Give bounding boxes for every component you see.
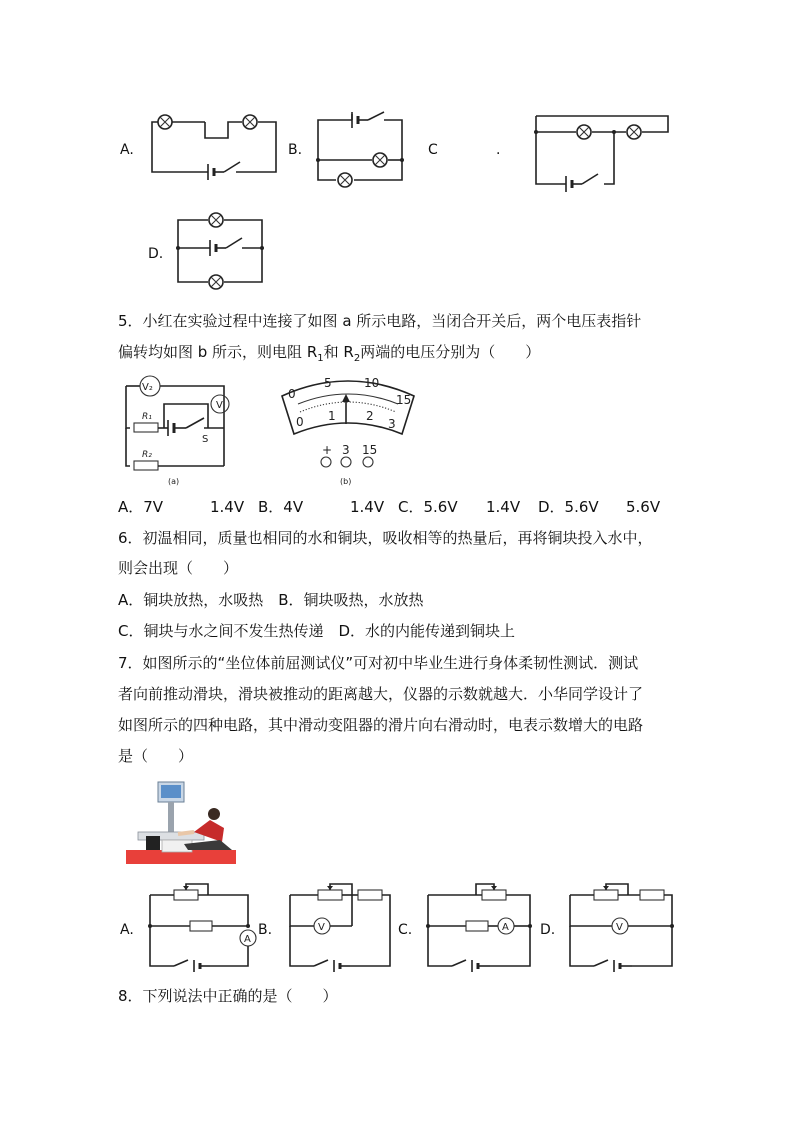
svg-text:V: V — [318, 922, 325, 933]
q8-stem-line-1: 8．下列说法中正确的是（ ） — [118, 987, 338, 1005]
q4-option-b-label: B. — [288, 142, 303, 158]
svg-text:V₂: V₂ — [142, 382, 153, 393]
q4-circuit-d — [176, 210, 266, 288]
q5-option-c-value: 1.4V — [486, 498, 521, 516]
q6-stem-line-2: 则会出现（ ） — [118, 559, 239, 577]
q6-stem-line-1: 6．初温相同，质量也相同的水和铜块，吸收相等的热量后，再将铜块投入水中， — [118, 529, 653, 547]
svg-text:+: + — [322, 443, 333, 457]
svg-text:15: 15 — [362, 443, 378, 457]
q5-option-a: A．7V — [118, 498, 164, 516]
q4-circuit-c — [534, 112, 674, 188]
q7-circuit-c — [426, 880, 534, 970]
q5-figure-a-circuit — [120, 372, 232, 488]
q6-options-ab: A．铜块放热，水吸热 B．铜块吸热，水放热 — [118, 591, 424, 609]
q7-option-b-label: B. — [258, 922, 273, 938]
svg-text:(b): (b) — [340, 477, 352, 486]
q4-option-d-label: D. — [148, 246, 164, 262]
sit-and-reach-tester-illustration — [124, 780, 238, 866]
svg-text:V: V — [216, 400, 223, 411]
svg-text:V: V — [616, 922, 623, 933]
q7-stem-line-1: 7．如图所示的“坐位体前屈测试仪”可对初中毕业生进行身体柔韧性测试．测试 — [118, 654, 639, 672]
q5-stem-line-2: 偏转均如图 b 所示，则电阻 $R_1$和 $R_2$两端的电压分别为（ ） — [118, 343, 541, 364]
q4-option-c-label: C — [428, 142, 438, 158]
svg-text:3: 3 — [388, 417, 396, 431]
svg-text:3: 3 — [342, 443, 350, 457]
q4-option-c-dot: . — [496, 142, 501, 158]
svg-text:A: A — [244, 934, 251, 945]
svg-text:2: 2 — [366, 409, 374, 423]
q5-option-d-value: 5.6V — [626, 498, 661, 516]
q4-option-a-label: A. — [120, 142, 134, 158]
q6-options-cd: C．铜块与水之间不发生热传递 D．水的内能传递到铜块上 — [118, 622, 516, 640]
svg-text:5: 5 — [324, 376, 332, 390]
q5-option-c: C．5.6V — [398, 498, 458, 516]
q7-stem-line-3: 如图所示的四种电路，其中滑动变阻器的滑片向右滑动时，电表示数增大的电路 — [118, 716, 644, 734]
svg-text:R₁: R₁ — [142, 412, 152, 422]
q7-stem-line-4: 是（ ） — [118, 747, 194, 765]
q4-circuit-b — [316, 112, 406, 187]
q7-circuit-a — [148, 880, 264, 970]
q7-option-a-label: A. — [120, 922, 134, 938]
svg-text:1: 1 — [328, 409, 336, 423]
svg-text:0: 0 — [288, 387, 296, 401]
q7-option-d-label: D. — [540, 922, 556, 938]
q7-circuit-b — [288, 880, 394, 970]
q5-option-a-value: 1.4V — [210, 498, 245, 516]
q7-option-c-label: C. — [398, 922, 413, 938]
q4-circuit-a — [150, 112, 280, 187]
q5-stem-line-1: 5．小红在实验过程中连接了如图 a 所示电路，当闭合开关后，两个电压表指针 — [118, 312, 642, 330]
q5-option-d: D．5.6V — [538, 498, 599, 516]
svg-text:A: A — [502, 922, 509, 933]
svg-text:15: 15 — [396, 393, 412, 407]
q7-circuit-d — [568, 880, 676, 970]
q5-figure-b-voltmeter — [278, 376, 420, 488]
svg-text:(a): (a) — [168, 477, 180, 486]
q7-stem-line-2: 者向前推动滑块，滑块被推动的距离越大，仪器的示数就越大．小华同学设计了 — [118, 685, 644, 703]
svg-text:S: S — [202, 434, 209, 445]
svg-text:0: 0 — [296, 415, 304, 429]
q5-option-b-value: 1.4V — [350, 498, 385, 516]
q5-option-b: B．4V — [258, 498, 304, 516]
svg-text:10: 10 — [364, 376, 380, 390]
svg-text:R₂: R₂ — [142, 450, 152, 460]
